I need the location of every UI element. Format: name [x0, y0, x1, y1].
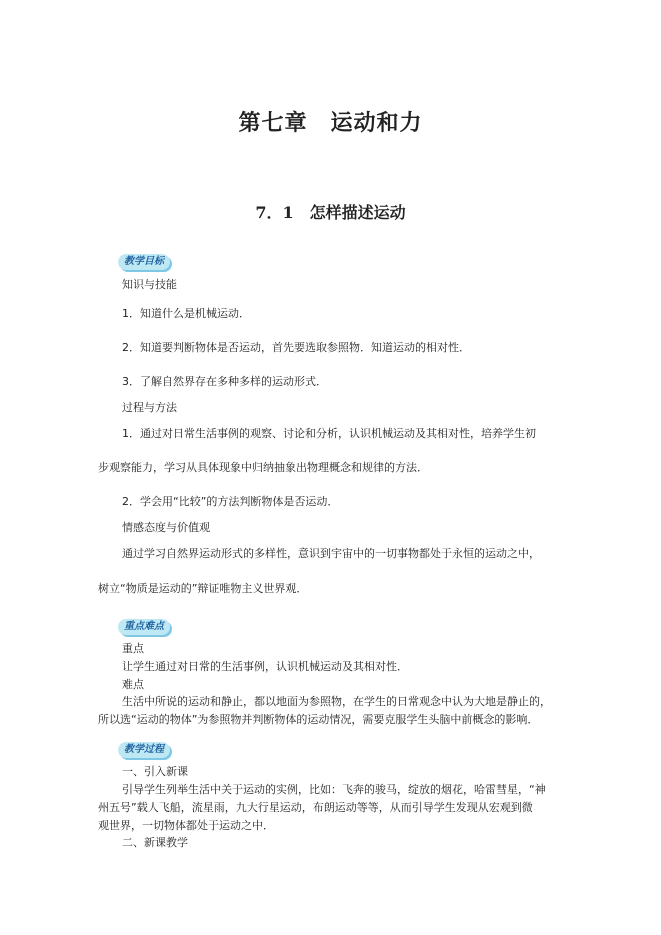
objective-k3: 3．了解自然界存在多种多样的运动形式．	[122, 375, 327, 388]
step1-line1: 引导学生列举生活中关于运动的实例，比如：飞奔的骏马，绽放的烟花，哈雷彗星，“神	[122, 783, 546, 796]
difficulty-label: 难点	[122, 678, 144, 691]
attitude-line2: 树立“物质是运动的”辩证唯物主义世界观．	[98, 582, 308, 595]
attitude-line1: 通过学习自然界运动形式的多样性，意识到宇宙中的一切事物都处于永恒的运动之中，	[122, 547, 540, 560]
objective-k2: 2．知道要判断物体是否运动，首先要选取参照物．知道运动的相对性．	[122, 341, 470, 354]
focus-text: 让学生通过对日常的生活事例，认识机械运动及其相对性．	[122, 660, 408, 673]
process-badge-label: 教学过程	[118, 742, 170, 758]
difficulty-line1: 生活中所说的运动和静止，都以地面为参照物，在学生的日常观念中认为大地是静止的，	[122, 695, 551, 708]
chapter-title: 第七章 运动和力	[238, 110, 423, 136]
process-badge	[118, 737, 170, 758]
section-title: 7．1 怎样描述运动	[255, 203, 406, 222]
focus-label: 重点	[122, 642, 144, 655]
step1-line3: 观世界，一切物体都处于运动之中．	[98, 819, 274, 832]
step2-heading: 二、新课教学	[122, 836, 188, 849]
step1-heading: 一、引入新课	[122, 765, 188, 778]
key-points-badge	[118, 614, 170, 635]
process-heading: 过程与方法	[122, 401, 177, 414]
objective-p1-line1: 1．通过对日常生活事例的观察、讨论和分析，认识机械运动及其相对性，培养学生初	[122, 427, 536, 440]
attitude-heading: 情感态度与价值观	[122, 521, 210, 534]
step1-line2: 州五号”载人飞船，流星雨，九大行星运动，布朗运动等等，从而引导学生发现从宏观到微	[98, 801, 533, 814]
difficulty-line2: 所以选“运动的物体”为参照物并判断物体的运动情况，需要克服学生头脑中前概念的影响．	[98, 713, 539, 726]
objective-p1-line2: 步观察能力，学习从具体现象中归纳抽象出物理概念和规律的方法．	[98, 461, 428, 474]
objectives-badge-label: 教学目标	[118, 254, 170, 270]
objective-k1: 1．知道什么是机械运动．	[122, 307, 250, 320]
knowledge-heading: 知识与技能	[122, 278, 177, 291]
key-points-badge-label: 重点难点	[118, 619, 170, 635]
objective-p2: 2．学会用“比较”的方法判断物体是否运动．	[122, 495, 339, 508]
objectives-badge	[118, 249, 170, 270]
